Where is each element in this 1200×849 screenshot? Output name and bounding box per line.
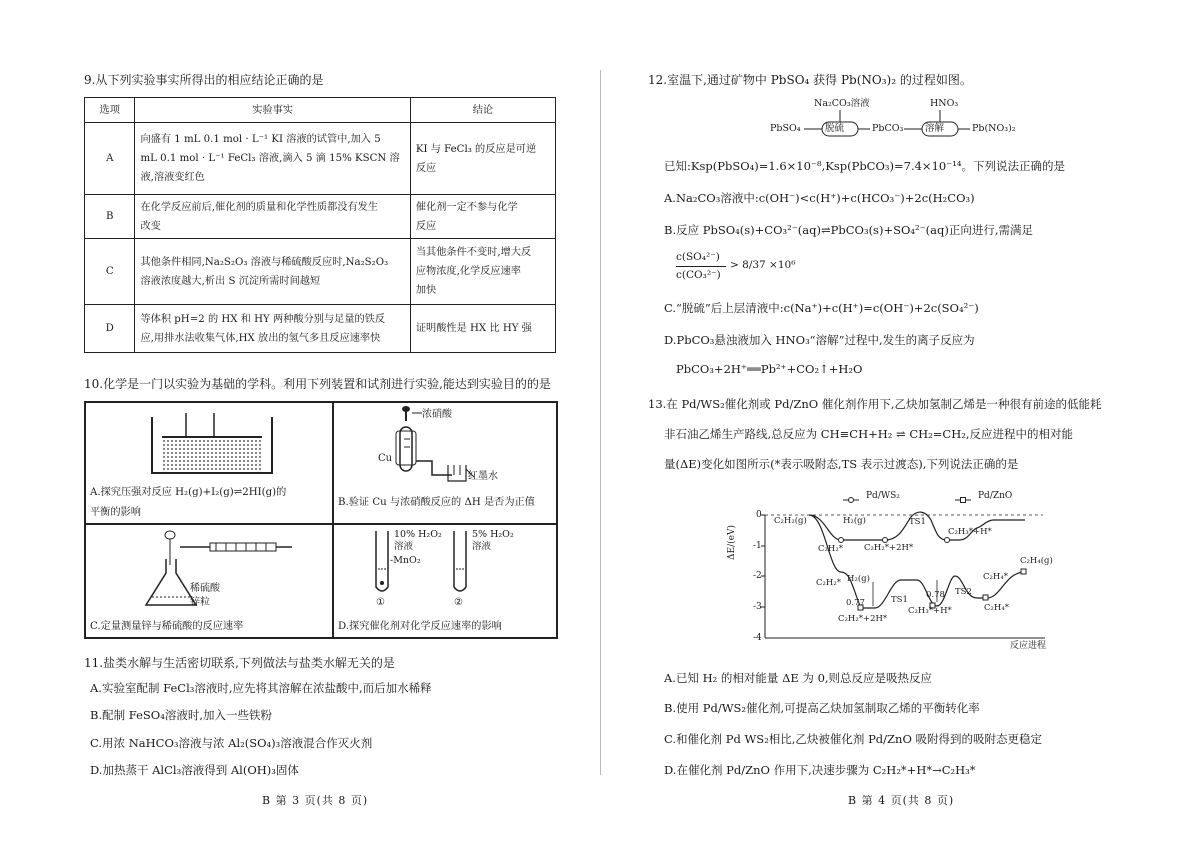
table-row xyxy=(85,123,556,195)
ytick-neg2: -2 xyxy=(753,571,762,581)
page-divider xyxy=(600,70,601,775)
y-axis-label: ΔE/(eV) xyxy=(727,525,737,560)
label-c2h2-gas: C₂H₂(g) xyxy=(774,516,807,526)
x-axis-label: 反应进程 xyxy=(1010,641,1047,651)
conclusion-line: 证明酸性是 HX 比 HY 强 xyxy=(415,323,532,334)
label-c2h3-h-ws2: C₂H₃*+H* xyxy=(948,527,992,537)
conclusion-line: 应物浓度,化学反应速率 xyxy=(415,266,521,277)
label-10pct-h2o2: 10% H₂O₂ xyxy=(394,529,442,540)
label-tube-2: ② xyxy=(454,597,463,608)
conclusion-line: 加快 xyxy=(415,285,437,296)
row-conclusion xyxy=(410,305,555,353)
table-row xyxy=(85,195,556,239)
row-fact xyxy=(135,195,410,239)
fraction-numerator: c(SO₄²⁻) xyxy=(676,251,720,263)
row-option: A xyxy=(85,123,135,195)
header-option: 选项 xyxy=(85,98,135,123)
q12-known: 已知:Ksp(PbSO₄)=1.6×10⁻⁸,Ksp(PbCO₃)=7.4×10⁻¹⁴。下列说法正确的是 xyxy=(664,159,1065,173)
apparatus-d xyxy=(333,524,557,638)
q11-title: 11.盐类水解与生活密切联系,下列做法与盐类水解无关的是 xyxy=(84,656,395,670)
row-fact xyxy=(135,239,410,305)
conclusion-line: 催化剂一定不参与化学 xyxy=(415,201,518,213)
label-0-77: 0.77 xyxy=(846,598,865,608)
caption-b: B.验证 Cu 与浓硝酸反应的 ΔH 是否为正值 xyxy=(338,497,535,508)
label-cu: Cu xyxy=(378,453,393,464)
conclusion-line: 反应 xyxy=(415,220,437,232)
legend-pd-zno: Pd/ZnO xyxy=(978,491,1013,501)
flow-mid: PbCO₃ xyxy=(872,123,904,134)
ytick-0: 0 xyxy=(756,510,762,520)
label-c2h2-ads-ws2: C₂H₂* xyxy=(818,544,843,554)
row-option: C xyxy=(85,239,135,305)
pressure-vessel-figure xyxy=(86,403,334,483)
q13-option-a: A.已知 H₂ 的相对能量 ΔE 为 0,则总反应是吸热反应 xyxy=(664,671,933,685)
fact-line: mL 0.1 mol · L⁻¹ FeCl₃ 溶液,滴入 5 滴 15% KSCN 溶 xyxy=(140,153,400,164)
flow-reagent-hno3: HNO₃ xyxy=(930,98,959,109)
q13-option-b: B.使用 Pd/WS₂催化剂,可提高乙炔加氢制取乙烯的平衡转化率 xyxy=(664,701,980,715)
apparatus-grid xyxy=(84,401,558,639)
caption-a-line2: 平衡的影响 xyxy=(90,507,141,518)
caption-c: C.定量测量锌与稀硫酸的反应速率 xyxy=(90,621,244,632)
apparatus-a xyxy=(85,402,333,524)
fact-line: 向盛有 1 mL 0.1 mol · L⁻¹ KI 溶液的试管中,加入 5 xyxy=(140,134,381,145)
apparatus-c xyxy=(85,524,333,638)
flow-end: Pb(NO₃)₂ xyxy=(972,123,1016,134)
fact-line: 等体积 pH=2 的 HX 和 HY 两种酸分别与足量的铁反 xyxy=(140,313,386,325)
label-c2h2-2h-zno: C₂H₂*+2H* xyxy=(838,614,888,624)
label-c2h4-gas: C₂H₄(g) xyxy=(1020,556,1053,566)
label-red-ink: 红墨水 xyxy=(468,471,498,482)
flow-step-dissolve: 溶解 xyxy=(925,123,945,134)
fact-line: 液,溶液变红色 xyxy=(140,172,205,183)
q12-title: 12.室温下,通过矿物中 PbSO₄ 获得 Pb(NO₃)₂ 的过程如图。 xyxy=(648,73,972,87)
flow-reagent-na2co3: Na₂CO₃溶液 xyxy=(814,98,870,109)
q11-option-a: A.实验室配制 FeCl₃溶液时,应先将其溶解在浓盐酸中,而后加水稀释 xyxy=(90,681,432,695)
conclusion-line: KI 与 FeCl₃ 的反应是可逆 xyxy=(415,143,537,155)
ytick-neg4: -4 xyxy=(753,633,762,643)
conclusion-line: 当其他条件不变时,增大反 xyxy=(415,247,532,258)
q12-option-d-equation: PbCO₃+2H⁺══Pb²⁺+CO₂↑+H₂O xyxy=(676,362,863,376)
label-c2h4-ads-zno: C₂H₄* xyxy=(984,603,1009,613)
flow-start: PbSO₄ xyxy=(770,123,801,134)
label-c2h3-h-zno: C₂H₃*+H* xyxy=(908,606,952,616)
q11-option-c: C.用浓 NaHCO₃溶液与浓 Al₂(SO₄)₃溶液混合作灭火剂 xyxy=(90,736,373,750)
row-option: B xyxy=(85,195,135,239)
catalyst-comparison-figure xyxy=(334,525,558,617)
label-ts1-ws2: TS1 xyxy=(909,517,926,527)
ytick-neg1: -1 xyxy=(753,541,762,551)
zinc-acid-rate-figure xyxy=(86,525,334,617)
label-tube-1: ① xyxy=(376,597,385,608)
label-c2h2-2h-ws2: C₂H₂*+2H* xyxy=(864,543,914,553)
row-option: D xyxy=(85,305,135,353)
label-h2-gas-1: H₂(g) xyxy=(843,516,866,526)
row-fact xyxy=(135,305,410,353)
fraction-bar xyxy=(676,266,726,267)
fact-line: 溶液浓度越大,析出 S 沉淀所需时间越短 xyxy=(140,275,321,287)
q13-line3: 量(ΔE)变化如图所示(*表示吸附态,TS 表示过渡态),下列说法正确的是 xyxy=(664,457,1019,471)
row-conclusion xyxy=(410,239,555,305)
row-conclusion xyxy=(410,195,555,239)
label-h2-gas-2: H₂(g) xyxy=(847,574,870,584)
label-solution-1: 溶液 xyxy=(394,541,414,552)
energy-profile-chart xyxy=(725,480,1060,655)
caption-d: D.探究催化剂对化学反应速率的影响 xyxy=(338,621,502,632)
ytick-neg3: -3 xyxy=(753,602,762,612)
q12-option-c: C.“脱硫”后上层清液中:c(Na⁺)+c(H⁺)=c(OH⁻)+2c(SO₄²⁻) xyxy=(664,301,979,315)
label-5pct-h2o2: 5% H₂O₂ xyxy=(472,529,514,540)
label-c2h2-ads-zno: C₂H₂* xyxy=(816,578,841,588)
conclusion-line: 反应 xyxy=(415,162,437,174)
process-flow-figure xyxy=(770,96,1010,142)
q11-option-d: D.加热蒸干 AlCl₃溶液得到 Al(OH)₃固体 xyxy=(90,763,299,777)
label-zinc: 锌粒 xyxy=(190,597,210,608)
fact-line: 在化学反应前后,催化剂的质量和化学性质都没有发生 xyxy=(140,201,379,213)
page-footer-right: B 第 4 页(共 8 页) xyxy=(848,794,955,807)
fact-line: 应,用排水法收集气体,HX 放出的氢气多且反应速率快 xyxy=(140,332,381,344)
label-mno2: -MnO₂ xyxy=(390,555,421,566)
q11-option-b: B.配制 FeSO₄溶液时,加入一些铁粉 xyxy=(90,708,272,722)
table-row xyxy=(85,305,556,353)
label-dilute-sulfuric: 稀硫酸 xyxy=(190,583,220,594)
q13-option-c: C.和催化剂 Pd WS₂相比,乙炔被催化剂 Pd/ZnO 吸附得到的吸附态更稳定 xyxy=(664,732,1043,746)
q12-option-d: D.PbCO₃悬浊液加入 HNO₃“溶解”过程中,发生的离子反应为 xyxy=(664,333,975,347)
caption-a-line1: A.探究压强对反应 H₂(g)+I₂(g)⇌2HI(g)的 xyxy=(90,487,287,498)
q12-option-a: A.Na₂CO₃溶液中:c(OH⁻)<c(H⁺)+c(HCO₃⁻)+2c(H₂CO₃) xyxy=(664,191,975,205)
fraction-rhs: > 8/37 ×10⁶ xyxy=(730,259,796,271)
legend-pd-ws2: Pd/WS₂ xyxy=(866,491,900,501)
fraction-denominator: c(CO₃²⁻) xyxy=(676,269,721,281)
q9-table xyxy=(84,97,556,353)
row-fact xyxy=(135,123,410,195)
label-conc-nitric-acid: 浓硝酸 xyxy=(422,409,452,420)
q13-line1: 13.在 Pd/WS₂催化剂或 Pd/ZnO 催化剂作用下,乙炔加氢制乙烯是一种很有前途的低能耗 xyxy=(648,397,1102,411)
flow-step-desulfur: 脱硫 xyxy=(825,123,845,134)
apparatus-b xyxy=(333,402,557,524)
table-header-row xyxy=(85,98,556,123)
q13-option-d: D.在催化剂 Pd/ZnO 作用下,决速步骤为 C₂H₂*+H*→C₂H₃* xyxy=(664,763,976,777)
row-conclusion xyxy=(410,123,555,195)
fact-line: 其他条件相同,Na₂S₂O₃ 溶液与稀硫酸反应时,Na₂S₂O₃ xyxy=(140,256,389,268)
page-footer-left: B 第 3 页(共 8 页) xyxy=(262,794,369,807)
label-c2h4-ads-ws2: C₂H₄* xyxy=(983,572,1008,582)
label-ts1-zno: TS1 xyxy=(891,595,908,605)
label-solution-2: 溶液 xyxy=(472,541,492,552)
q9-title: 9.从下列实验事实所得出的相应结论正确的是 xyxy=(84,73,324,87)
label-0-78: 0.78 xyxy=(926,590,945,600)
header-conclusion: 结论 xyxy=(410,98,555,123)
header-fact: 实验事实 xyxy=(135,98,410,123)
q10-title: 10.化学是一门以实验为基础的学科。利用下列装置和试剂进行实验,能达到实验目的的是 xyxy=(84,377,551,391)
q13-line2: 非石油乙烯生产路线,总反应为 CH≡CH+H₂ ⇌ CH₂=CH₂,反应进程中的相对能 xyxy=(664,427,1073,441)
label-ts2-zno: TS2 xyxy=(955,587,972,597)
q12-option-b: B.反应 PbSO₄(s)+CO₃²⁻(aq)⇌PbCO₃(s)+SO₄²⁻(aq)正向进行,需满足 xyxy=(664,223,1034,237)
table-row xyxy=(85,239,556,305)
fact-line: 改变 xyxy=(140,220,161,232)
